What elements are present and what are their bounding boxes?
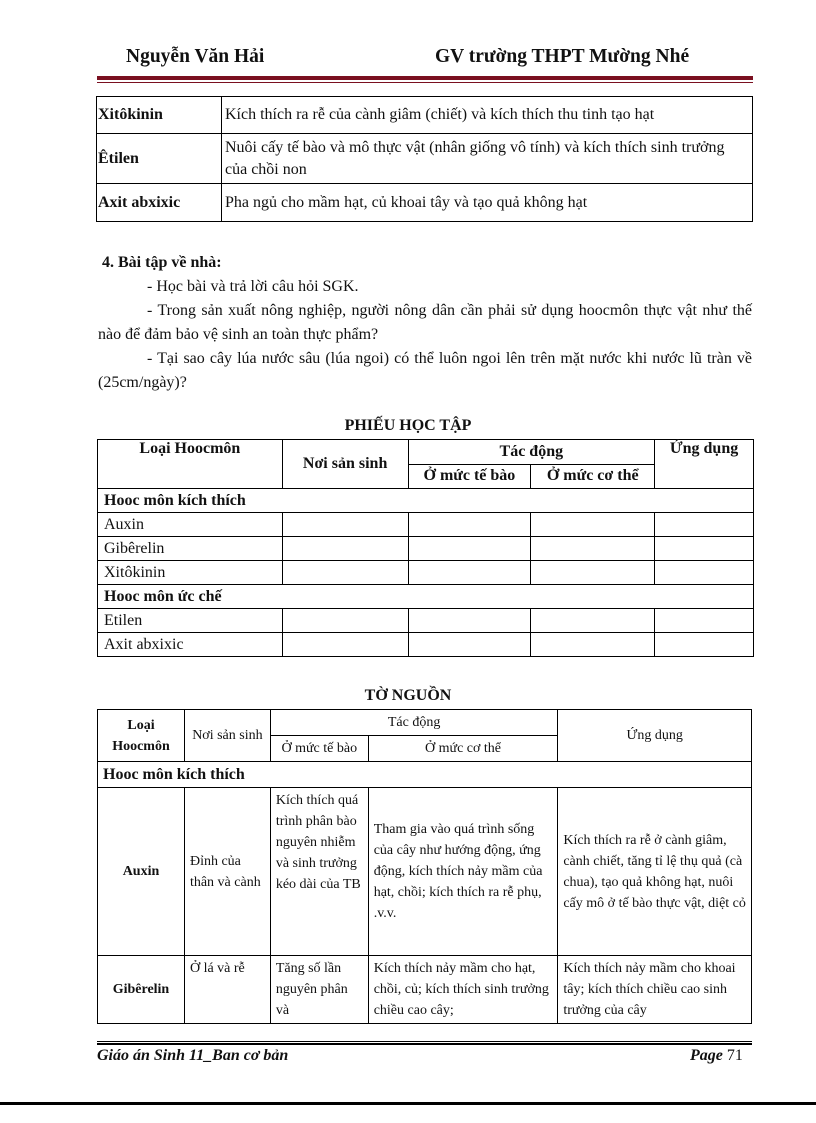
page-label: Page	[690, 1047, 723, 1064]
hormone-source: Đỉnh của thân và cành	[184, 788, 270, 956]
group-inhibitor: Hooc môn ức chế	[98, 585, 754, 609]
col-source: Nơi sản sinh	[282, 440, 408, 489]
col-type: Loại Hoocmôn	[98, 440, 283, 489]
hormone-desc: Kích thích ra rễ của cành giâm (chiết) và kích thích thu tinh tạo hạt	[222, 97, 753, 134]
hormone-name: Axit abxixic	[97, 184, 222, 222]
homework-item: - Tại sao cây lúa nước sâu (lúa ngoi) có thể luôn ngoi lên trên mặt nước khi nước lũ tràn về (25cm/ngày)?	[98, 350, 752, 391]
hormone-body-effect: Tham gia vào quá trình sống của cây như hướng động, ứng động, kích thích nảy mầm của hạt, chồi; kích thích ra rễ phụ, .v.v.	[368, 788, 558, 956]
footer-course: Giáo án Sinh 11_Ban cơ bản	[97, 1047, 289, 1064]
hormone-application: Kích thích nảy mầm cho khoai tây; kích thích chiều cao sinh trưởng của cây	[558, 956, 752, 1024]
source-sheet-title: TỜ NGUỒN	[364, 687, 452, 704]
header-author: Nguyễn Văn Hải	[126, 46, 265, 67]
col-body: Ở mức cơ thể	[368, 736, 558, 762]
footer-rule-thick	[97, 1043, 752, 1045]
group-stimulant: Hooc môn kích thích	[98, 489, 754, 513]
hormone-cell-effect: Kích thích quá trình phân bào nguyên nhiễm và sinh trưởng kéo dài của TB	[270, 788, 368, 956]
col-cell: Ở mức tế bào	[408, 464, 531, 489]
col-cell: Ở mức tế bào	[270, 736, 368, 762]
col-type: Loại Hoocmôn	[98, 710, 185, 762]
col-body: Ở mức cơ thể	[531, 464, 655, 489]
page-bottom-rule	[0, 1102, 816, 1105]
header-rule	[97, 76, 753, 80]
header-school: GV trường THPT Mường Nhé	[435, 46, 690, 67]
hormone-name: Êtilen	[97, 134, 222, 184]
hormone-source: Ở lá và rễ	[184, 956, 270, 1024]
hormone-body-effect: Kích thích nảy mầm cho hạt, chồi, củ; kích thích sinh trưởng chiều cao cây;	[368, 956, 558, 1024]
col-effect: Tác động	[270, 710, 558, 736]
hormone-desc: Pha ngủ cho mầm hạt, củ khoai tây và tạo quả không hạt	[222, 184, 753, 222]
homework-item: - Học bài và trả lời câu hỏi SGK.	[147, 278, 359, 295]
group-stimulant: Hooc môn kích thích	[98, 762, 752, 788]
source-sheet-table	[97, 709, 752, 1024]
hormone-name: Gibêrelin	[98, 956, 185, 1024]
hormone-cell-effect: Tăng số lần nguyên phân và	[270, 956, 368, 1024]
hormone-application-table	[96, 96, 753, 222]
header-rule-thin	[97, 82, 753, 83]
col-app: Ứng dụng	[558, 710, 752, 762]
worksheet-table	[97, 439, 754, 657]
footer-rule	[97, 1041, 752, 1042]
col-app: Ứng dụng	[655, 440, 754, 489]
col-source: Nơi sản sinh	[184, 710, 270, 762]
hormone-name: Etilen	[98, 609, 283, 633]
page-number: 71	[726, 1047, 743, 1064]
hormone-name: Axit abxixic	[98, 633, 283, 657]
col-effect: Tác động	[408, 440, 655, 465]
homework-item: - Trong sản xuất nông nghiệp, người nông dân cần phải sử dụng hoocmôn thực vật như thế nào để đảm bảo vệ sinh an toàn thực phẩm?	[98, 302, 752, 343]
hormone-name: Xitôkinin	[97, 97, 222, 134]
homework-title: 4. Bài tập về nhà:	[102, 254, 222, 271]
hormone-name: Gibêrelin	[98, 537, 283, 561]
hormone-name: Auxin	[98, 788, 185, 956]
footer-page	[690, 1047, 743, 1065]
hormone-name: Auxin	[98, 513, 283, 537]
worksheet-title: PHIẾU HỌC TẬP	[344, 417, 472, 434]
hormone-desc: Nuôi cấy tế bào và mô thực vật (nhân giống vô tính) và kích thích sinh trưởng của chồi non	[222, 134, 753, 184]
hormone-name: Xitôkinin	[98, 561, 283, 585]
hormone-application: Kích thích ra rễ ở cành giâm, cành chiết, tăng tỉ lệ thụ quả (cà chua), tạo quả không hạt, nuôi cấy mô ở tế bào thực vật, diệt cỏ	[558, 788, 752, 956]
